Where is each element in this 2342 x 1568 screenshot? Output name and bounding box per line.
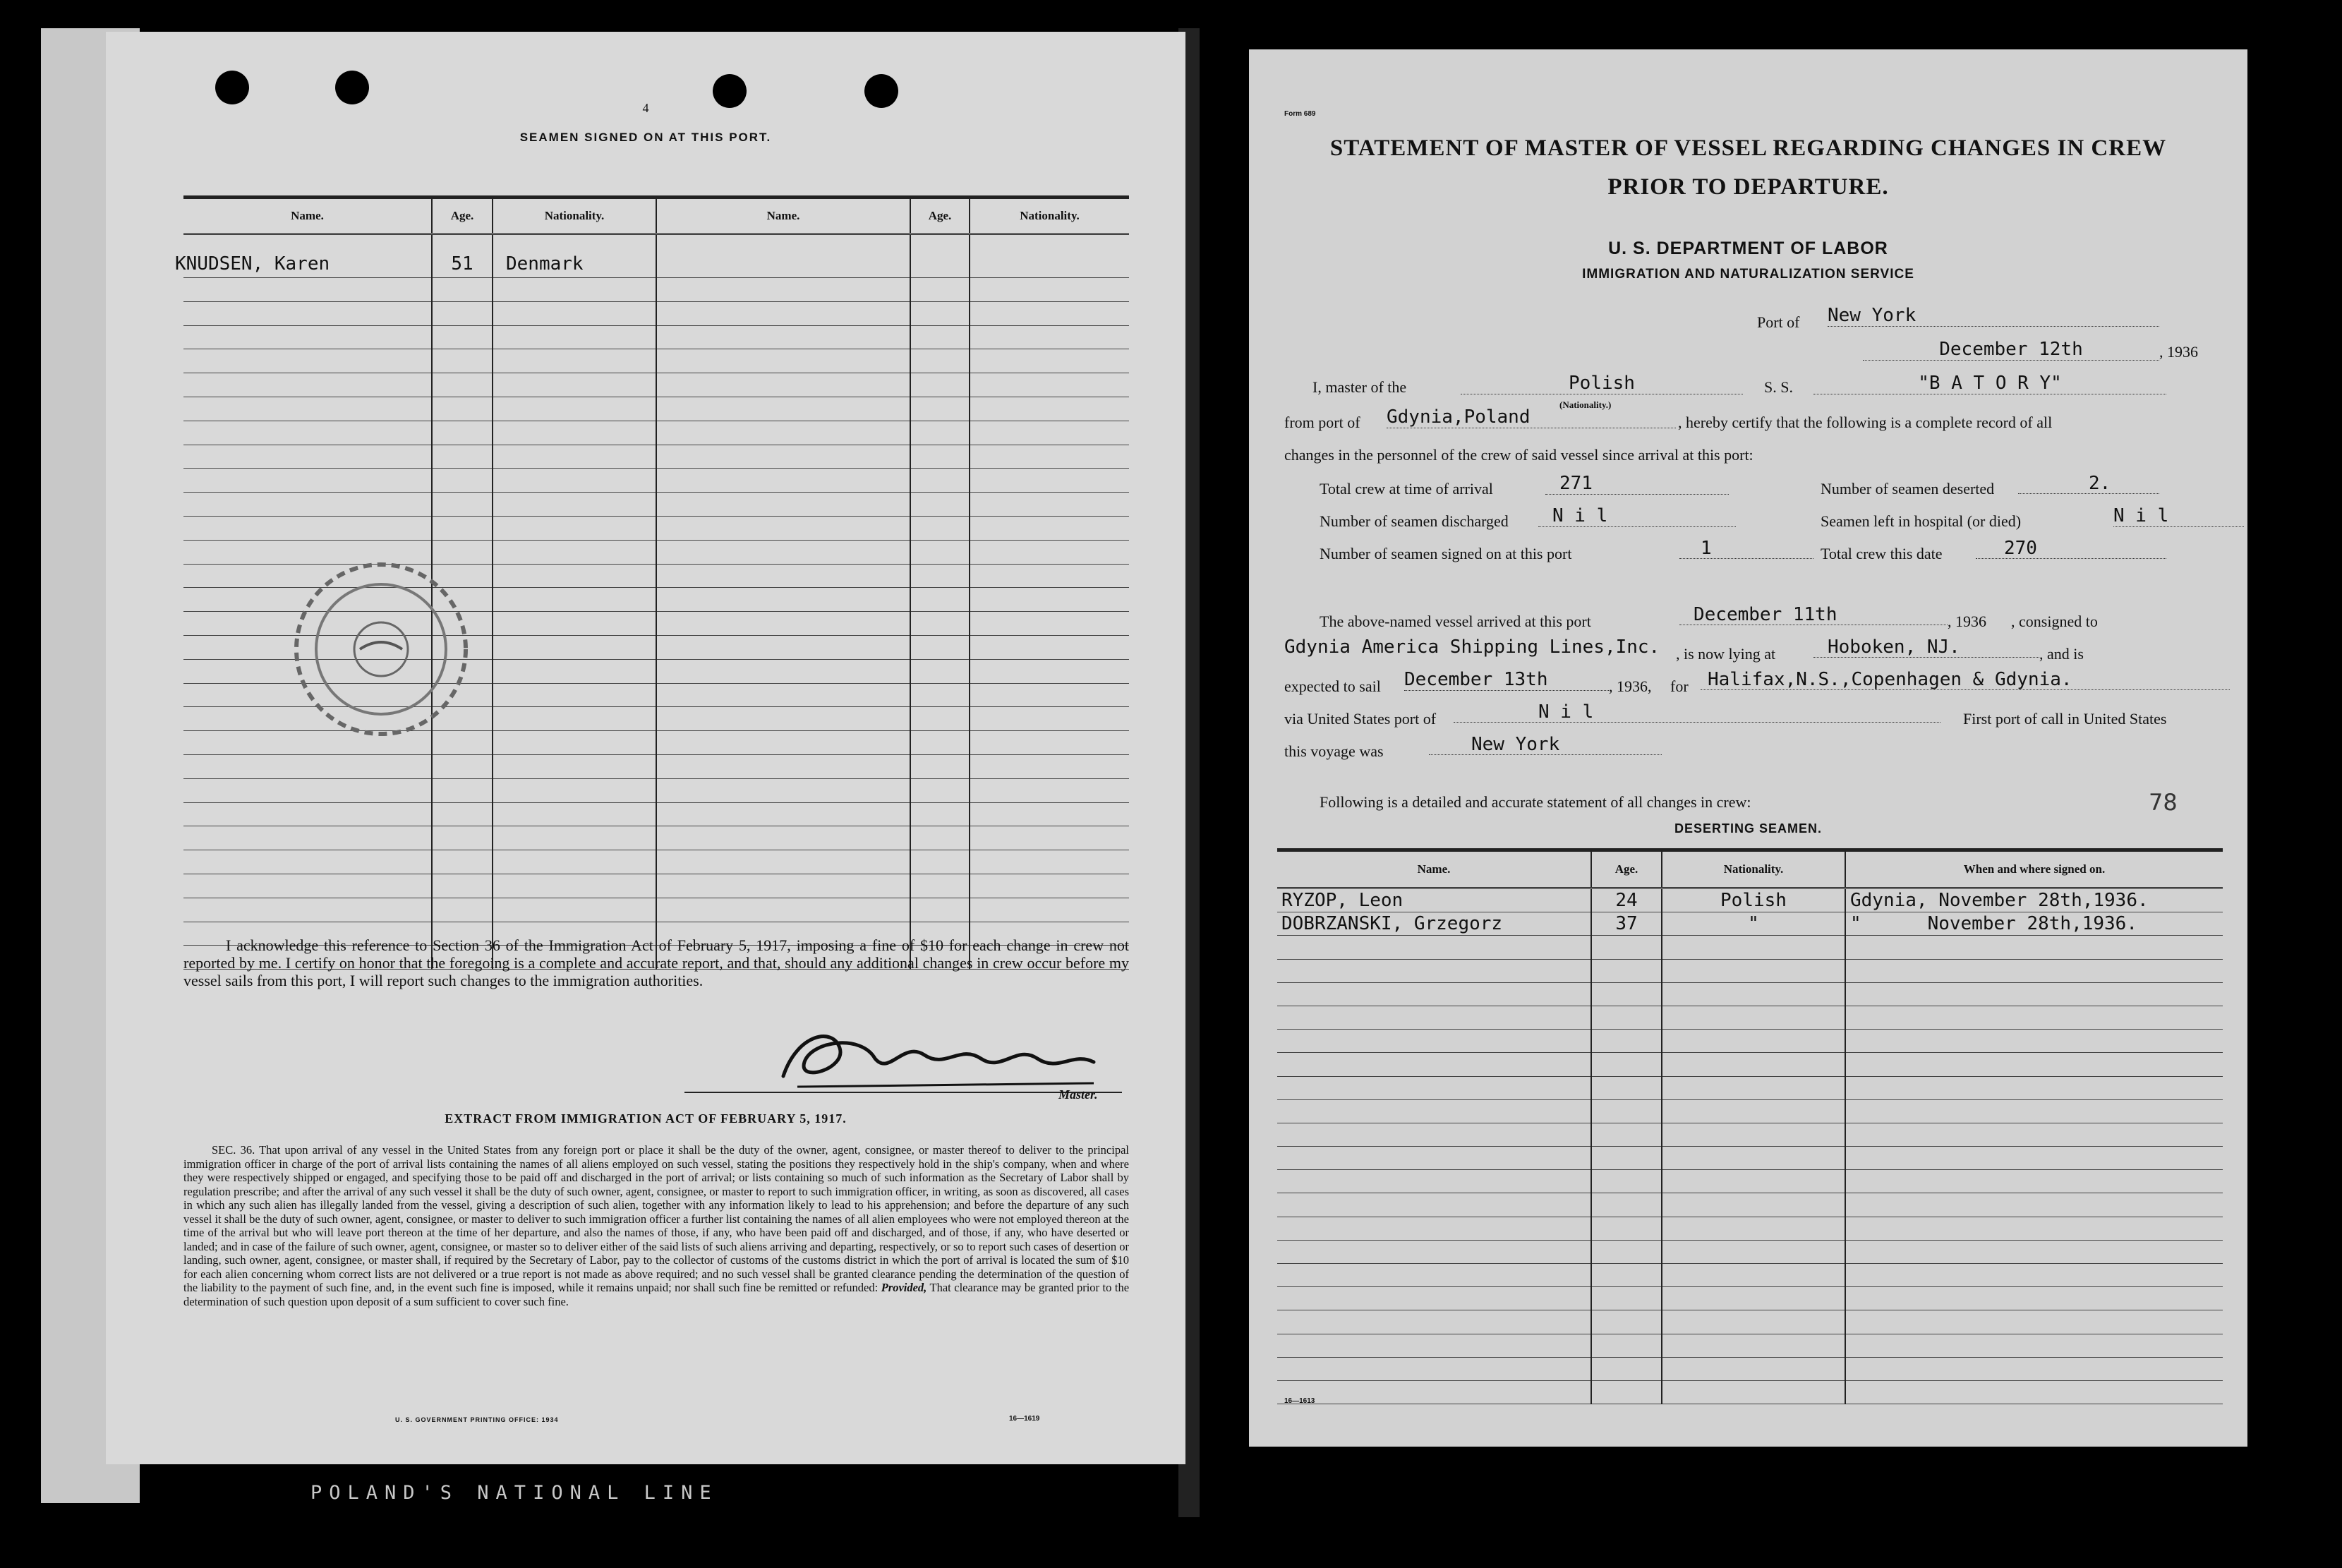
department-name: U. S. DEPARTMENT OF LABOR — [1608, 239, 1888, 258]
discharged-label: Number of seamen discharged — [1320, 512, 1509, 530]
blank-ruled-row — [183, 278, 1129, 302]
right-form-code: 16—1613 — [1284, 1397, 1315, 1405]
blank-ruled-row — [183, 469, 1129, 493]
blank-ruled-row — [183, 445, 1129, 469]
table-row — [183, 234, 1129, 278]
blank-ruled-row — [1277, 1380, 2223, 1404]
statement-year: , 1936 — [2159, 343, 2198, 361]
right-page-master-statement — [1249, 49, 2247, 1447]
total-crew-arrival-field: 271 — [1545, 473, 1729, 495]
expected-label: expected to sail — [1284, 677, 1381, 695]
for-label: for — [1670, 677, 1689, 695]
blank-ruled-row — [183, 397, 1129, 421]
table-row — [1277, 912, 2223, 936]
destination-field: Halifax,N.S.,Copenhagen & Gdynia. — [1701, 669, 2230, 690]
blank-ruled-row — [1277, 1264, 2223, 1287]
first-port-label: First port of call in United States — [1963, 710, 2167, 728]
blank-ruled-row — [183, 874, 1129, 898]
master-label: Master. — [1058, 1087, 1098, 1102]
blank-ruled-row — [183, 826, 1129, 850]
punch-hole — [335, 71, 369, 104]
via-label: via United States port of — [1284, 710, 1437, 728]
blank-ruled-row — [1277, 1334, 2223, 1357]
deserter-nationality: " — [1662, 912, 1845, 936]
signed-on-field: 1 — [1679, 538, 1813, 559]
deserter-nationality: Polish — [1662, 888, 1845, 912]
seaman-age: 51 — [432, 234, 493, 278]
blank-ruled-row — [1277, 1030, 2223, 1053]
port-label: Port of — [1757, 313, 1800, 331]
ss-label: S. S. — [1764, 378, 1793, 396]
total-today-label: Total crew this date — [1821, 545, 1943, 562]
arrived-date-field: December 11th — [1679, 604, 1948, 625]
hospital-field: N i l — [2113, 505, 2244, 527]
seaman-nationality: Denmark — [493, 234, 656, 278]
master-signature-icon — [755, 1020, 1108, 1097]
nationality-field: Polish — [1461, 373, 1743, 394]
service-name: IMMIGRATION AND NATURALIZATION SERVICE — [1582, 267, 1914, 282]
first-port-field: New York — [1429, 734, 1662, 755]
lying-at-field: Hoboken, NJ. — [1813, 637, 2039, 658]
footer-line-name: POLAND'S NATIONAL LINE — [310, 1482, 718, 1504]
deserting-seamen-table — [1277, 848, 2223, 1404]
table-header-row — [1277, 850, 2223, 888]
nationality-caption: (Nationality.) — [1559, 399, 1612, 410]
total-today-field: 270 — [1976, 538, 2166, 559]
following-label: Following is a detailed and accurate statement of all changes in crew: — [1320, 793, 1751, 811]
deserted-label: Number of seamen deserted — [1821, 480, 1995, 497]
column-header-age: Age. — [1591, 850, 1662, 888]
deserter-name: RYZOP, Leon — [1277, 888, 1591, 912]
blank-ruled-row — [1277, 1217, 2223, 1240]
left-page-seamen-signed-on — [106, 32, 1185, 1464]
blank-ruled-row — [1277, 1357, 2223, 1380]
statement-title-line-2: PRIOR TO DEPARTURE. — [1607, 174, 1889, 200]
blank-ruled-row — [183, 778, 1129, 802]
master-of-label: I, master of the — [1312, 378, 1407, 396]
blank-ruled-row — [183, 754, 1129, 778]
column-header-nationality: Nationality. — [970, 198, 1129, 234]
provided-text: That clearance may be granted prior to the determination of such question upon deposit of a sum sufficient to cover such fine. — [183, 1281, 1130, 1308]
punch-hole — [215, 71, 249, 104]
column-header-nationality: Nationality. — [493, 198, 656, 234]
total-crew-arrival-label: Total crew at time of arrival — [1320, 480, 1493, 497]
vessel-name-field: "B A T O R Y" — [1813, 373, 2166, 394]
discharged-field: N i l — [1538, 505, 1736, 527]
consignee-field: Gdynia America Shipping Lines,Inc. — [1284, 637, 1660, 658]
section-36-text — [183, 1143, 1129, 1308]
blank-ruled-row — [183, 516, 1129, 540]
deserter-signed-on: " November 28th,1936. — [1845, 912, 2223, 936]
blank-ruled-row — [1277, 1006, 2223, 1029]
received-stamp-icon — [275, 543, 487, 755]
hospital-label: Seamen left in hospital (or died) — [1821, 512, 2022, 530]
changes-text: changes in the personnel of the crew of said vessel since arrival at this port: — [1284, 446, 1754, 464]
column-header-age: Age. — [432, 198, 493, 234]
blank-ruled-row — [183, 493, 1129, 517]
from-port-field: Gdynia,Poland — [1387, 406, 1676, 428]
master-signature-line — [684, 1092, 1122, 1093]
blank-ruled-row — [183, 325, 1129, 349]
signed-on-label: Number of seamen signed on at this port — [1320, 545, 1572, 562]
port-field: New York — [1828, 305, 2159, 327]
extract-title: EXTRACT FROM IMMIGRATION ACT OF FEBRUARY 5, 1917. — [445, 1111, 847, 1126]
blank-ruled-row — [1277, 1147, 2223, 1170]
statement-date-field: December 12th — [1863, 339, 2159, 361]
column-header-name: Name. — [183, 198, 432, 234]
left-form-code: 16—1619 — [1009, 1415, 1040, 1423]
statement-title-line-1: STATEMENT OF MASTER OF VESSEL REGARDING CHANGES IN CREW — [1329, 135, 2167, 161]
seamen-signed-on-title: SEAMEN SIGNED ON AT THIS PORT. — [519, 131, 772, 144]
blank-ruled-row — [1277, 982, 2223, 1006]
blank-ruled-row — [1277, 1193, 2223, 1217]
blank-ruled-row — [1277, 1287, 2223, 1310]
blank-ruled-row — [183, 349, 1129, 373]
blank-ruled-row — [1277, 1053, 2223, 1076]
via-port-field: N i l — [1454, 701, 1940, 723]
lying-label: , is now lying at — [1676, 645, 1776, 663]
column-header-name: Name. — [656, 198, 910, 234]
deserter-signed-on: Gdynia, November 28th,1936. — [1845, 888, 2223, 912]
page-number: 4 — [642, 101, 649, 115]
table-row — [1277, 888, 2223, 912]
deserted-field: 2. — [2018, 473, 2159, 494]
blank-ruled-row — [183, 373, 1129, 397]
blank-ruled-row — [183, 898, 1129, 922]
blank-ruled-row — [183, 421, 1129, 445]
deserter-age: 37 — [1591, 912, 1662, 936]
column-header-name: Name. — [1277, 850, 1591, 888]
table-header-row — [183, 198, 1129, 234]
blank-ruled-row — [1277, 1170, 2223, 1193]
blank-ruled-row — [1277, 1310, 2223, 1334]
column-header-nationality: Nationality. — [1662, 850, 1845, 888]
sail-date-field: December 13th — [1404, 669, 1609, 691]
certify-text: , hereby certify that the following is a complete record of all — [1678, 414, 2053, 431]
acknowledgement-paragraph: I acknowledge this reference to Section 36 of the Immigration Act of February 5, 1917, imposing a fine of $10 for each change in crew not reported by me. I certify on honor that the foregoing is a complete and accurate report, and that, should any additional changes in crew occur before my vessel sails from this port, I will report such changes to the immigration authorities. — [183, 936, 1129, 989]
deserting-seamen-title: DESERTING SEAMEN. — [1674, 821, 1823, 836]
blank-ruled-row — [1277, 1076, 2223, 1099]
blank-ruled-row — [183, 301, 1129, 325]
blank-ruled-row — [183, 850, 1129, 874]
arrived-year: , 1936 — [1948, 613, 1986, 630]
blank-ruled-row — [183, 802, 1129, 826]
provided-label: Provided, — [881, 1281, 927, 1294]
handwritten-number: 78 — [2149, 789, 2178, 816]
column-header-age: Age. — [910, 198, 970, 234]
column-header-signed-on: When and where signed on. — [1845, 850, 2223, 888]
deserter-name: DOBRZANSKI, Grzegorz — [1277, 912, 1591, 936]
seaman-name: KNUDSEN, Karen — [169, 234, 418, 278]
printing-office-note: U. S. GOVERNMENT PRINTING OFFICE: 1934 — [395, 1416, 559, 1423]
arrived-label: The above-named vessel arrived at this port — [1320, 613, 1591, 630]
blank-ruled-row — [1277, 1123, 2223, 1146]
from-port-label: from port of — [1284, 414, 1360, 431]
voyage-label: this voyage was — [1284, 742, 1384, 760]
blank-ruled-row — [1277, 959, 2223, 982]
blank-ruled-row — [1277, 1240, 2223, 1263]
form-number: Form 689 — [1284, 110, 1316, 118]
consigned-label: , consigned to — [2011, 613, 2098, 630]
blank-ruled-row — [1277, 1099, 2223, 1123]
section-36-body: SEC. 36. That upon arrival of any vessel in the United States from any foreign port or place it shall be the duty of the owner, agent, consignee, or master thereof to deliver to the principal immigration officer in charge of the port of arrival lists containing the names of all aliens employed on such vessel, stating the positions they respectively hold in the ship's company, when and where they were respectively shipped or engaged, and specifying those to be paid off and discharged in the port of arrival; or lists containing so much of such information as the Secretary of Labor shall by regulation prescribe; and after the arrival of any such vessel it shall be the duty of such owner, agent, consignee, or master to report to such immigration officer, in writing, as soon as discovered, all cases in which any such alien has illegally landed from the vessel, giving a description of such alien, together with any information likely to lead to his apprehension; and before the departure of any such vessel it shall be the duty of such owner, agent, consignee, or master to deliver to such immigration officer a further list containing the names of all alien employees who were not employed thereon at the time of the arrival but who will leave port thereon at the time of her departure, and also the names of those, if any, who have been paid off and discharged, and of those, if any, who have deserted or landed; and in case of the failure of such owner, agent, consignee, or master so to deliver either of the said lists of such aliens arriving and departing, respectively, or so to report such cases of desertion or landing, such owner, agent, consignee, or master shall, if required by the Secretary of Labor, pay to the collector of customs of the customs district in which the port of arrival is located the sum of $10 for each alien concerning whom correct lists are not delivered or a true report is not made as above required; and no such vessel shall be granted clearance pending the determination of the question of the liability to the payment of such fine, and, in the event such fine is imposed, while it remains unpaid; nor shall such fine be remitted or refunded: — [183, 1143, 1129, 1294]
and-is-label: , and is — [2039, 645, 2084, 663]
blank-ruled-row — [1277, 936, 2223, 959]
deserter-age: 24 — [1591, 888, 1662, 912]
sail-year: , 1936, — [1609, 677, 1652, 695]
